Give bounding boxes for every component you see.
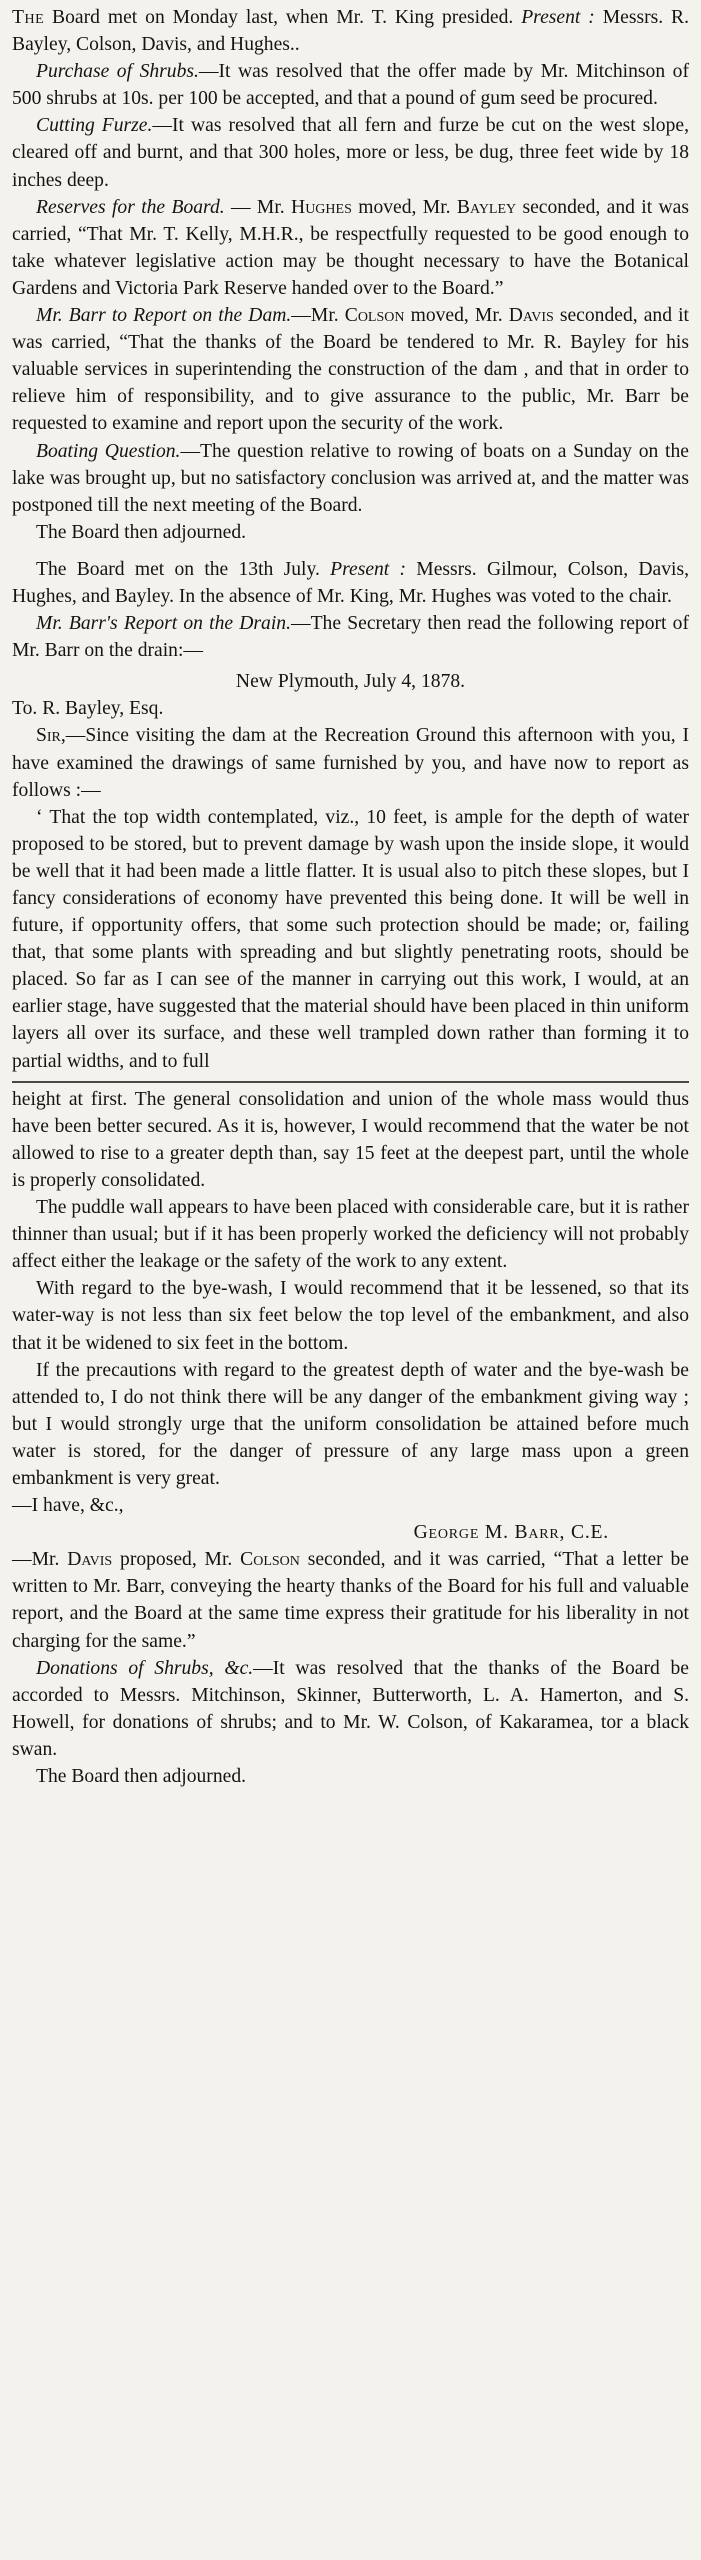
thanks-text-c: seconded, and it was carried, “That a letter be written to Mr. Barr, conveying the hearty thanks of the Board for his full and valuable report, and the Board at the same time express their gratitude for his liberality in not charging for the same.” — [12, 1549, 689, 1652]
drain-text: —The Secretary then read the following report of Mr. Barr on the drain:— — [12, 613, 689, 662]
meeting2-intro: The Board met on the 13th July. — [36, 558, 331, 580]
present-list: Messrs. R. Bayley, Colson, Davis, and Hughes.. — [12, 7, 689, 56]
dam-seconder: Davis — [508, 305, 554, 327]
letter-paragraph-1 — [12, 722, 689, 803]
letter-dateline: New Plymouth, July 4, 1878. — [235, 671, 466, 693]
shrubs-text: —It was resolved that the offer made by Mr. Mitchinson of 500 shrubs at 10s. per 100 be accepted, and that a pound of gum seed be procured. — [12, 61, 689, 110]
meeting2-paragraph — [12, 556, 689, 610]
present-label: Present : — [521, 7, 595, 28]
dam-heading: Mr. Barr to Report on the Dam. — [36, 305, 292, 327]
letter-signature: George M. Barr, C.E. — [413, 1522, 609, 1544]
present-label-2: Present : — [330, 558, 407, 580]
drain-heading: Mr. Barr's Report on the Drain. — [36, 613, 291, 635]
reserves-text-c: seconded, and it was carried, “That Mr. T. Kelly, M.H.R., be respectfully requested to be good enough to take whatever legislative action may be thought necessary to have the Botanical Gardens and Victoria Park Reserve handed over to the Board.” — [12, 196, 689, 299]
reserves-paragraph — [12, 194, 689, 302]
thanks-mover: Davis — [67, 1549, 113, 1571]
dam-paragraph — [12, 302, 689, 437]
shrubs-paragraph — [12, 58, 689, 112]
reserves-mover: Hughes — [291, 196, 352, 218]
boating-paragraph — [12, 438, 689, 519]
column-break-rule — [12, 1081, 689, 1083]
reserves-text-b: moved, Mr. — [351, 196, 457, 218]
letter-p1-text: —Since visiting the dam at the Recreation Ground this afternoon with you, I have examined the drawings of same furnished by you, and have now to report as follows :— — [12, 725, 689, 801]
thanks-text-a: —Mr. — [12, 1549, 68, 1571]
dam-text-b: moved, Mr. — [404, 305, 509, 327]
donations-paragraph — [12, 1655, 689, 1763]
donations-heading: Donations of Shrubs, &c. — [36, 1657, 254, 1679]
letter-paragraph-3: The puddle wall appears to have been placed with considerable care, but it is rather thinner than usual; but if it has been properly worked the deficiency will not probably affect either the leakage or the safety of the work to any extent. — [12, 1197, 689, 1273]
shrubs-heading: Purchase of Shrubs. — [36, 61, 199, 83]
boating-heading: Boating Question. — [36, 440, 181, 462]
meeting1-paragraph — [12, 4, 689, 58]
reserves-text-a: — Mr. — [224, 196, 292, 218]
letter-paragraph-2b: height at first. The general consolidation and union of the whole mass would thus have been better secured. As it is, however, I would recommend that the water be not allowed to rise to a greater depth than, say 15 feet at the deepest part, until the whole is properly consolidated. — [12, 1088, 689, 1191]
letter-closing: —I have, &c., — [12, 1495, 124, 1517]
letter-paragraph-4: With regard to the bye-wash, I would recommend that it be lessened, so that its water-way is not less than six feet below the top level of the embankment, and also that it be widened to six feet in the bottom. — [12, 1278, 689, 1354]
dropcap-word: The — [12, 7, 45, 28]
dam-text-c: seconded, and it was carried, “That the thanks of the Board be tendered to Mr. R. Bayley for his valuable services in superintending the construction of the dam , and that in order to relieve him of responsibility, and to give assurance to the public, Mr. Barr be requested to examine and report upon the security of the work. — [12, 305, 689, 435]
thanks-paragraph — [12, 1546, 689, 1654]
reserves-seconder: Bayley — [456, 196, 517, 218]
letter-paragraph-2a: ‘ That the top width contemplated, viz., 10 feet, is ample for the depth of water proposed to be stored, but to prevent damage by wash upon the inside slope, it would be well that it had been made a little flatter. It is usual also to pitch these slopes, but I fancy considerations of economy have prevented this being done. It will be well in future, if opportunity offers, that some such protection should be made; or, failing that, that some plants with spreading and but slightly penetrating roots, should be placed. So far as I can see of the manner in carrying out this work, I would, at an earlier stage, have suggested that the material should have been placed in thin uniform layers all over its surface, and these well trampled down rather than forming it to partial widths, and to full — [12, 806, 689, 1072]
thanks-seconder: Colson — [240, 1549, 300, 1571]
dam-text-a: —Mr. — [291, 305, 345, 327]
furze-heading: Cutting Furze. — [36, 115, 153, 137]
furze-paragraph — [12, 112, 689, 193]
adjourn-line-1: The Board then adjourned. — [36, 521, 247, 543]
letter-salutation: Sir, — [36, 725, 66, 747]
adjourn-line-2: The Board then adjourned. — [36, 1766, 247, 1787]
dam-mover: Colson — [344, 305, 405, 327]
donations-text: —It was resolved that the thanks of the Board be accorded to Messrs. Mitchinson, Skinner, Butterworth, L. A. Hamerton, and S. Howell, for donations of shrubs; and to Mr. W. Colson, of Kakaramea, tor a black swan. — [12, 1657, 689, 1760]
reserves-heading: Reserves for the Board. — [36, 196, 225, 218]
thanks-text-b: proposed, Mr. — [112, 1549, 241, 1571]
furze-text: —It was resolved that all fern and furze be cut on the west slope, cleared off and burnt, and that 300 holes, more or less, be dug, three feet wide by 18 inches deep. — [12, 115, 689, 191]
drain-paragraph — [12, 610, 689, 664]
boating-text: —The question relative to rowing of boats on a Sunday on the lake was brought up, but no satisfactory conclusion was arrived at, and the matter was postponed till the next meeting of the Board. — [12, 440, 689, 516]
letter-paragraph-5: If the precautions with regard to the greatest depth of water and the bye-wash be attended to, I do not think there will be any danger of the embankment giving way ; but I would strongly urge that the uniform consolidation be attained before much water is stored, for the danger of pressure of any large mass upon a green embankment is very great. — [12, 1359, 689, 1489]
meeting1-intro: Board met on Monday last, when Mr. T. King presided. — [44, 7, 514, 28]
present-list-2: Messrs. Gilmour, Colson, Davis, Hughes, and Bayley. In the absence of Mr. King, Mr. Hughes was voted to the chair. — [12, 558, 689, 607]
letter-addressee: To. R. Bayley, Esq. — [12, 698, 164, 720]
